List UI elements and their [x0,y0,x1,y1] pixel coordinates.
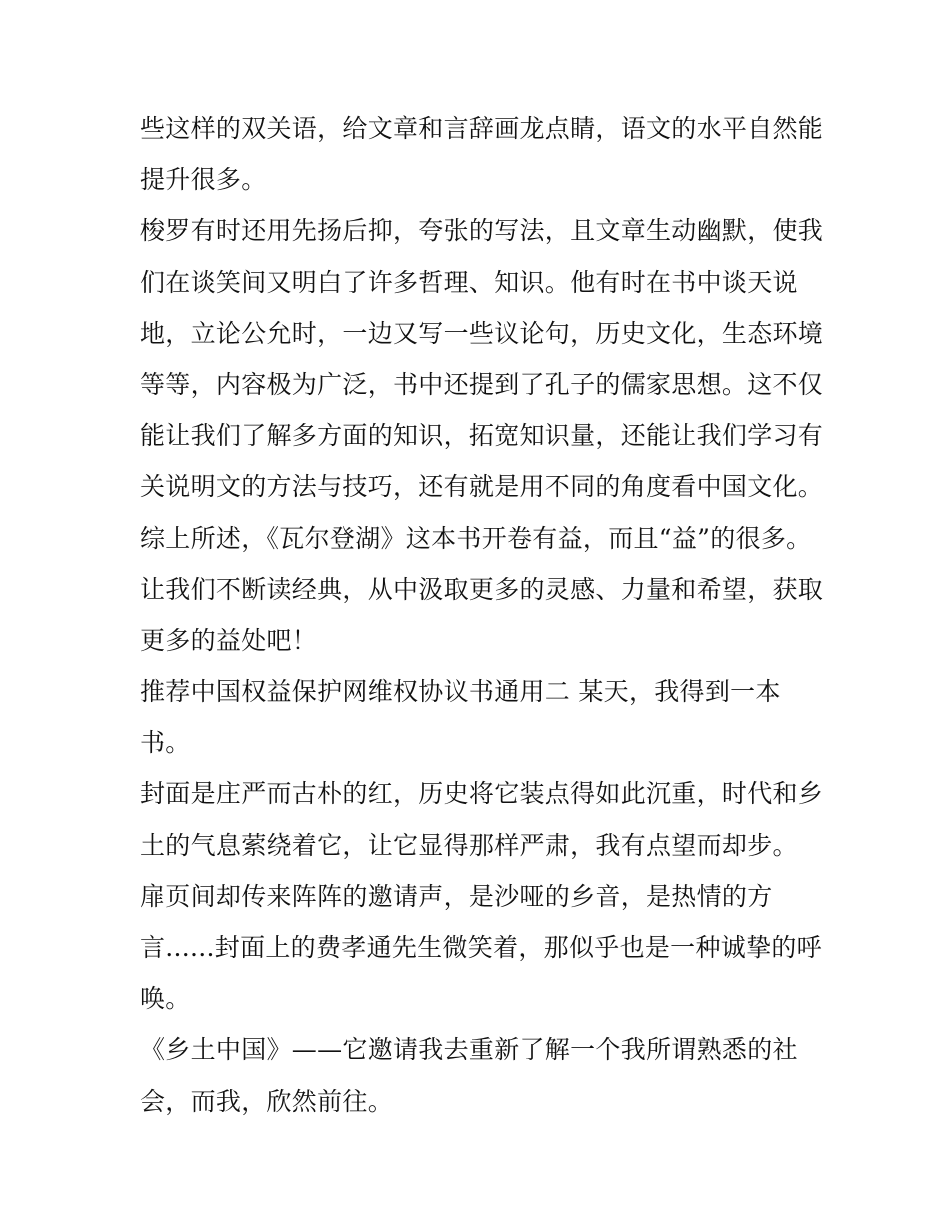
text-line: 书。 [140,728,191,758]
text-line: 提升很多。 [140,165,267,195]
document-body [140,103,824,1127]
text-line: 《乡土中国》——它邀请我去重新了解一个我所谓熟悉的社 [140,1035,798,1065]
text-line: 们在谈笑间又明白了许多哲理、知识。他有时在书中谈天说 [140,267,798,297]
text-line: 能让我们了解多方面的知识，拓宽知识量，还能让我们学习有 [140,421,824,451]
text-line: 关说明文的方法与技巧，还有就是用不同的角度看中国文化。 [140,472,824,502]
text-line: 更多的益处吧！ [140,625,318,655]
text-line: 会，而我，欣然前往。 [140,1086,394,1116]
text-line: 综上所述，《瓦尔登湖》这本书开卷有益，而且“益”的很多。 [140,523,812,553]
text-line: 唤。 [140,984,191,1014]
text-line: 言......封面上的费孝通先生微笑着，那似乎也是一种诚挚的呼 [140,933,822,962]
text-line: 推荐中国权益保护网维权协议书通用二 某天，我得到一本 [140,677,781,707]
text-line: 等等，内容极为广泛，书中还提到了孔子的儒家思想。这不仅 [140,369,824,399]
text-line: 土的气息萦绕着它，让它显得那样严肃，我有点望而却步。 [140,830,798,860]
text-line: 封面是庄严而古朴的红，历史将它装点得如此沉重，时代和乡 [140,779,824,809]
text-line: 梭罗有时还用先扬后抑，夸张的写法，且文章生动幽默，使我 [140,216,824,246]
text-line: 地，立论公允时，一边又写一些议论句，历史文化，生态环境 [140,318,824,348]
text-line: 扉页间却传来阵阵的邀请声，是沙哑的乡音，是热情的方 [140,881,773,911]
text-line: 些这样的双关语，给文章和言辞画龙点睛，语文的水平自然能 [140,114,824,143]
text-line: 让我们不断读经典，从中汲取更多的灵感、力量和希望，获取 [140,574,824,604]
